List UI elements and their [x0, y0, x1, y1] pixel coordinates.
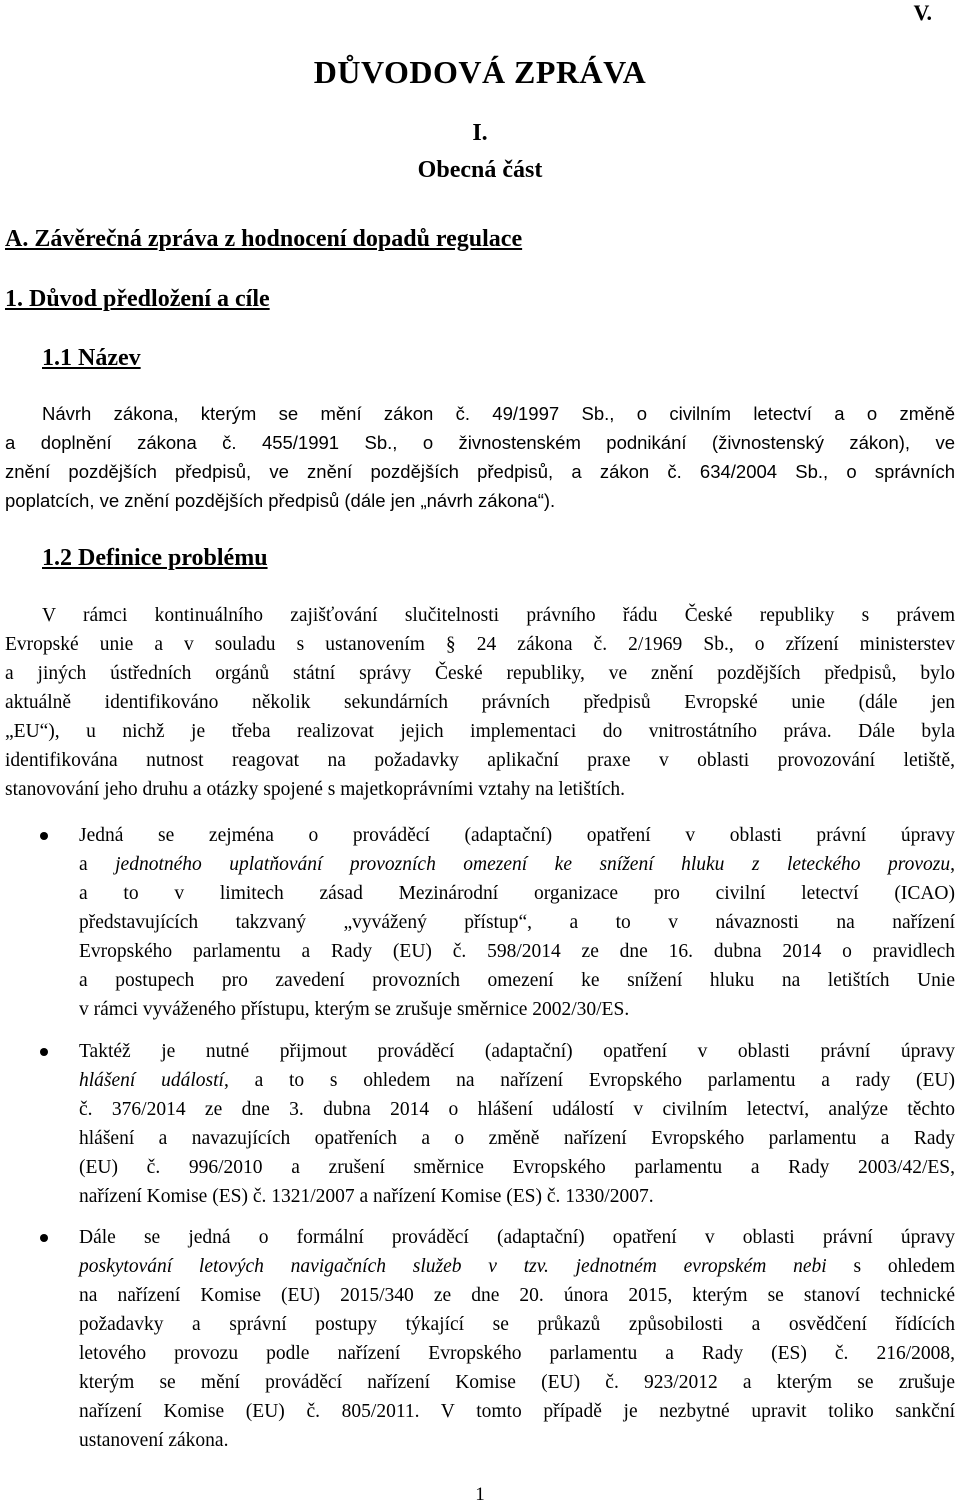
bullet-italic-term: jednotného uplatňování provozních omezení ke snížení hluku z leteckého provozu	[115, 854, 951, 875]
page-number: 1	[475, 1484, 485, 1505]
name-paragraph-line: Návrh zákona, kterým se mění zákon č. 49/1997 Sb., o civilním letectví a o změně	[42, 403, 955, 424]
problem-line: a jiných ústředních orgánů státní správy České republiky, ve znění pozdějších předpisů, bylo	[5, 663, 955, 684]
section-1-2-heading: 1.2 Definice problému	[42, 545, 268, 571]
bullet-text	[79, 821, 955, 1024]
bullet-line: (EU) č. 996/2010 a zrušení směrnice Evropského parlamentu a Rady 2003/42/ES,	[79, 1157, 955, 1178]
bullet-line: ustanovení zákona.	[79, 1430, 229, 1451]
part-name: Obecná část	[417, 157, 543, 183]
bullet-line: nařízení Komise (ES) č. 1321/2007 a nařízení Komise (ES) č. 1330/2007.	[79, 1186, 654, 1207]
name-paragraph-line: znění pozdějších předpisů, ve znění pozdějších předpisů, a zákon č. 634/2004 Sb., o správních	[5, 461, 955, 482]
bullet-line-suffix: , a to s ohledem na nařízení Evropského parlamentu a rady (EU)	[223, 1070, 956, 1091]
bullet-item-noise	[40, 821, 955, 1024]
problem-line: Evropské unie a v souladu s ustanovením § 24 zákona č. 2/1969 Sb., o zřízení ministerstev	[5, 634, 955, 655]
bullet-line: kterým se mění prováděcí nařízení Komise (EU) č. 923/2012 a kterým se zrušuje	[79, 1372, 955, 1393]
bullet-item-navigation	[40, 1223, 955, 1455]
bullet-line: představujících takzvaný „vyvážený přístup“, a to v návaznosti na nařízení	[79, 912, 955, 933]
bullet-text	[79, 1223, 955, 1455]
bullet-dot-icon	[40, 832, 48, 840]
bullet-line	[79, 1066, 955, 1095]
bullet-line: Taktéž je nutné přijmout prováděcí (adaptační) opatření v oblasti právní úpravy	[79, 1041, 955, 1062]
problem-line: „EU“), u nichž je třeba realizovat jejich implementaci do vnitrostátního práva. Dále byla	[5, 721, 955, 742]
problem-line: stanovování jeho druhu a otázky spojené s majetkoprávními vztahy na letištích.	[5, 779, 626, 800]
name-paragraph-line: poplatcích, ve znění pozdějších předpisů (dále jen „návrh zákona“).	[5, 490, 556, 511]
bullet-line: letového provozu podle nařízení Evropského parlamentu a Rady (ES) č. 216/2008,	[79, 1343, 955, 1364]
bullet-dot-icon	[40, 1234, 48, 1242]
bullet-line-suffix: ,	[950, 854, 956, 875]
bullet-line	[79, 850, 955, 879]
bullet-line: Dále se jedná o formální prováděcí (adaptační) opatření v oblasti právní úpravy	[79, 1227, 955, 1248]
bullet-line: Evropského parlamentu a Rady (EU) č. 598/2014 ze dne 16. dubna 2014 o pravidlech	[79, 941, 955, 962]
bullet-line: a to v limitech zásad Mezinárodní organizace pro civilní letectví (ICAO)	[79, 883, 955, 904]
section-a-heading: A. Závěrečná zpráva z hodnocení dopadů regulace	[5, 226, 523, 252]
bullet-line	[79, 1252, 955, 1281]
bullet-line-suffix: s ohledem	[826, 1256, 955, 1277]
bullet-line: a postupech pro zavedení provozních omezení ke snížení hluku na letištích Unie	[79, 970, 955, 991]
bullet-line: požadavky a správní postupy týkající se průkazů způsobilosti a osvědčení řídících	[79, 1314, 955, 1335]
section-1-1-heading: 1.1 Název	[42, 345, 141, 371]
bullet-line-prefix: a	[79, 854, 116, 875]
bullet-text	[79, 1037, 955, 1211]
bullet-item-occurrences	[40, 1037, 955, 1211]
problem-line: identifikována nutnost reagovat na požadavky aplikační praxe v oblasti provozování letiště,	[5, 750, 955, 771]
name-paragraph-line: a doplnění zákona č. 455/1991 Sb., o živnostenském podnikání (živnostenský zákon), ve	[5, 432, 955, 453]
name-paragraph	[5, 399, 955, 515]
bullet-line: hlášení a navazujících opatřeních a o změně nařízení Evropského parlamentu a Rady	[79, 1128, 955, 1149]
bullet-italic-term: poskytování letových navigačních služeb v tzv. jednotném evropském nebi	[79, 1256, 827, 1277]
problem-paragraph	[5, 601, 955, 804]
bullet-dot-icon	[40, 1048, 48, 1056]
problem-line: V rámci kontinuálního zajišťování slučitelnosti právního řádu České republiky s právem	[42, 605, 955, 626]
bullet-line: na nařízení Komise (EU) 2015/340 ze dne 20. února 2015, kterým se stanoví technické	[79, 1285, 955, 1306]
bullet-italic-term: hlášení událostí	[79, 1070, 224, 1091]
bullet-line: Jedná se zejména o prováděcí (adaptační) opatření v oblasti právní úpravy	[79, 825, 955, 846]
bullet-line: nařízení Komise (EU) č. 805/2011. V tomto případě je nezbytné upravit toliko sankční	[79, 1401, 955, 1422]
bullet-line: č. 376/2014 ze dne 3. dubna 2014 o hlášení událostí v civilním letectví, analýze těchto	[79, 1099, 955, 1120]
section-1-heading: 1. Důvod předložení a cíle	[5, 286, 270, 312]
corner-roman-numeral: V.	[913, 0, 932, 25]
problem-line: aktuálně identifikováno několik sekundárních právních předpisů Evropské unie (dále jen	[5, 692, 955, 713]
part-number: I.	[472, 120, 488, 146]
bullet-line: v rámci vyváženého přístupu, kterým se zrušuje směrnice 2002/30/ES.	[79, 999, 630, 1020]
document-title: DŮVODOVÁ ZPRÁVA	[313, 54, 647, 90]
